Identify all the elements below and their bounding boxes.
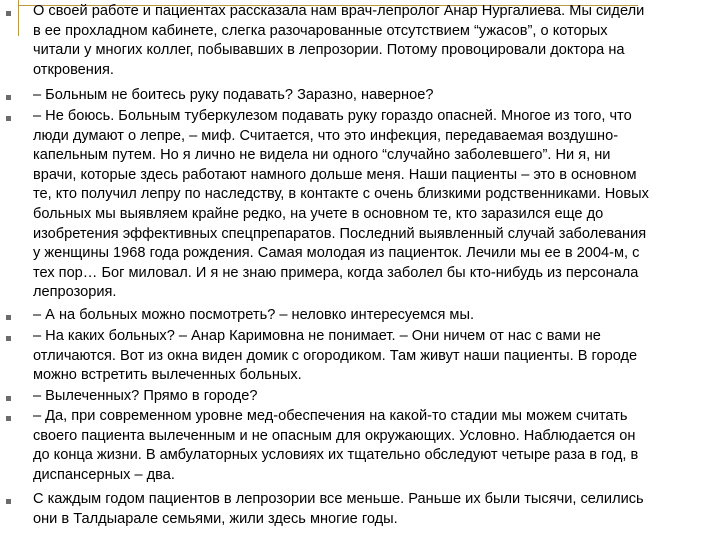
paragraph-text: О своей работе и пациентах рассказала нам врач-лепролог Анар Нургалиева. Мы сидели в ее прохладном кабинете, слегка разочарованные отсутствием “ужасов”, о которых читали у многих коллег, побывавших в лепрозории. Потому провоцировали доктора на откровения.: [33, 3, 645, 78]
paragraph-text: – Не боюсь. Больным туберкулезом подавать руку гораздо опасней. Многое из того, что люди думают о лепре, – миф. Считается, что это инфекция, передаваемая воздушно- капельным путем. Но я лично не видела ни одного “случайно заболевшего”. Ни я, ни врачи, которые здесь работают намного дольше меня. Наши пациенты – это в основном те, кто получил лепру по наследству, в контакте с очень близкими родственниками. Новых больных мы выявляем крайне редко, на учете в основном те, кто заразился еще до изобретения эффективных спецпрепаратов. Последний выявленный случай заболевания у женщины 1968 года рождения. Самая молодая из пациенток. Лечили мы ее в 2004-м, с тех пор… Бог миловал. И я не знаю примера, когда заболел бы кто-нибудь из персонала лепрозория.: [33, 108, 649, 301]
bullet-icon: [6, 336, 11, 341]
bullet-icon: [6, 396, 11, 401]
paragraph-text: – Да, при современном уровне мед-обеспечения на какой-то стадии мы можем считать своего пациента вылеченным и не опасным для окружающих. Условно. Наблюдается он до конца жизни. В амбулаторных условиях их тщательно обследуют четыре раза в год, в диспансерных – два.: [33, 408, 639, 483]
paragraph-text: – Вылеченных? Прямо в городе?: [33, 388, 258, 404]
paragraph-text: С каждым годом пациентов в лепрозории все меньше. Раньше их были тысячи, селились они в Талдыарале семьями, жили здесь многие годы.: [33, 491, 644, 527]
bullet-icon: [6, 95, 11, 100]
paragraph-text: – Больным не боитесь руку подавать? Заразно, наверное?: [33, 87, 434, 103]
bullet-icon: [6, 315, 11, 320]
bullet-icon: [6, 416, 11, 421]
paragraph-text: – На каких больных? – Анар Каримовна не понимает. – Они ничем от нас с вами не отличаются. Вот из окна виден домик с огородиком. Там живут наши пациенты. В городе можно встретить вылеченных больных.: [33, 328, 638, 384]
slide-left-rule: [18, 0, 29, 36]
paragraph-text: – А на больных можно посмотреть? – неловко интересуемся мы.: [33, 307, 474, 323]
bullet-icon: [6, 499, 11, 504]
bullet-icon: [6, 11, 11, 16]
bullet-icon: [6, 116, 11, 121]
